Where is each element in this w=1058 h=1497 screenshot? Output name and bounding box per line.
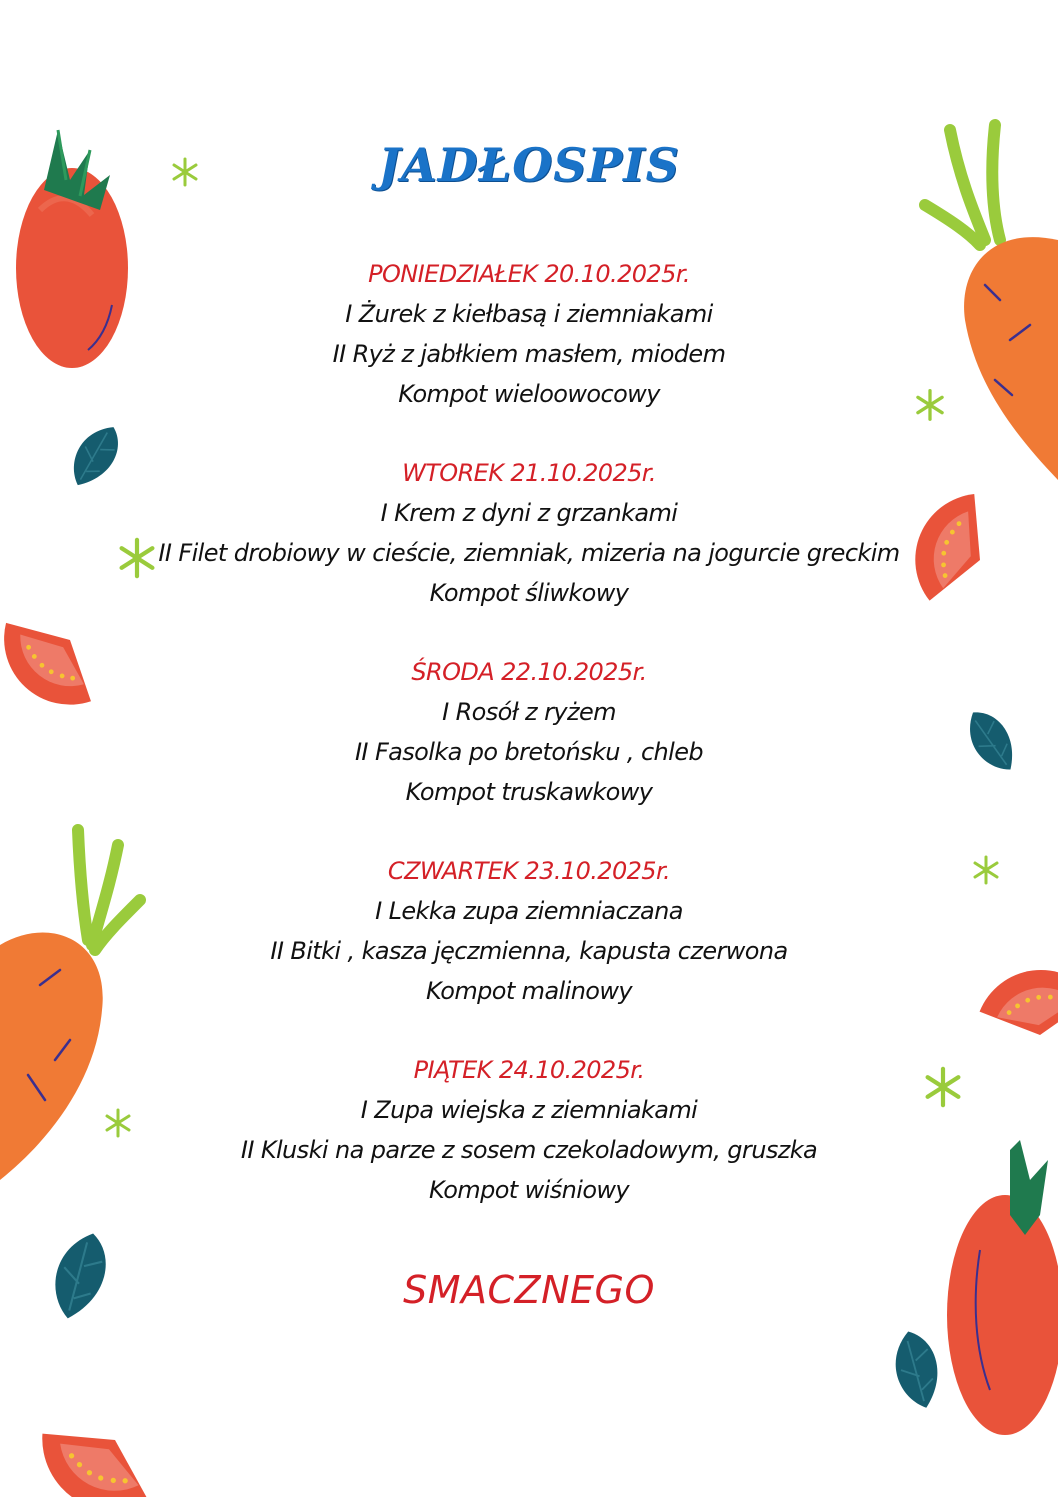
day-heading: WTOREK 21.10.2025r. bbox=[402, 459, 656, 487]
dish-second: II Kluski na parze z sosem czekoladowym, gruszka bbox=[240, 1136, 818, 1164]
dish-second: II Bitki , kasza jęczmienna, kapusta czerwona bbox=[270, 937, 788, 965]
day-heading: ŚRODA 22.10.2025r. bbox=[411, 658, 647, 686]
dish-drink: Kompot truskawkowy bbox=[405, 778, 653, 806]
dish-drink: Kompot wieloowocowy bbox=[398, 380, 660, 408]
dish-first: I Żurek z kiełbasą i ziemniakami bbox=[345, 300, 713, 328]
day-heading: PONIEDZIAŁEK 20.10.2025r. bbox=[368, 260, 690, 288]
day-friday bbox=[0, 1050, 1058, 1210]
day-wednesday bbox=[0, 652, 1058, 812]
dish-first: I Lekka zupa ziemniaczana bbox=[375, 897, 683, 925]
day-thursday bbox=[0, 851, 1058, 1011]
dish-first: I Krem z dyni z grzankami bbox=[380, 499, 678, 527]
dish-second: II Fasolka po bretońsku , chleb bbox=[354, 738, 704, 766]
weekly-menu bbox=[0, 254, 1058, 1249]
dish-second: II Ryż z jabłkiem masłem, miodem bbox=[332, 340, 726, 368]
dish-drink: Kompot wiśniowy bbox=[428, 1176, 630, 1204]
leaf-icon bbox=[890, 1328, 944, 1412]
day-monday bbox=[0, 254, 1058, 414]
dish-drink: Kompot malinowy bbox=[425, 977, 633, 1005]
dish-drink: Kompot śliwkowy bbox=[429, 579, 629, 607]
tomato-slice-icon bbox=[37, 1407, 150, 1497]
day-heading: CZWARTEK 23.10.2025r. bbox=[387, 857, 671, 885]
page-title: JADŁOSPIS bbox=[378, 138, 680, 192]
dish-first: I Rosół z ryżem bbox=[442, 698, 616, 726]
closing-wish: SMACZNEGO bbox=[403, 1268, 655, 1312]
dish-first: I Zupa wiejska z ziemniakami bbox=[360, 1096, 698, 1124]
day-tuesday bbox=[0, 453, 1058, 613]
day-heading: PIĄTEK 24.10.2025r. bbox=[413, 1056, 645, 1084]
dish-second: II Filet drobiowy w cieście, ziemniak, mizeria na jogurcie greckim bbox=[158, 539, 900, 567]
